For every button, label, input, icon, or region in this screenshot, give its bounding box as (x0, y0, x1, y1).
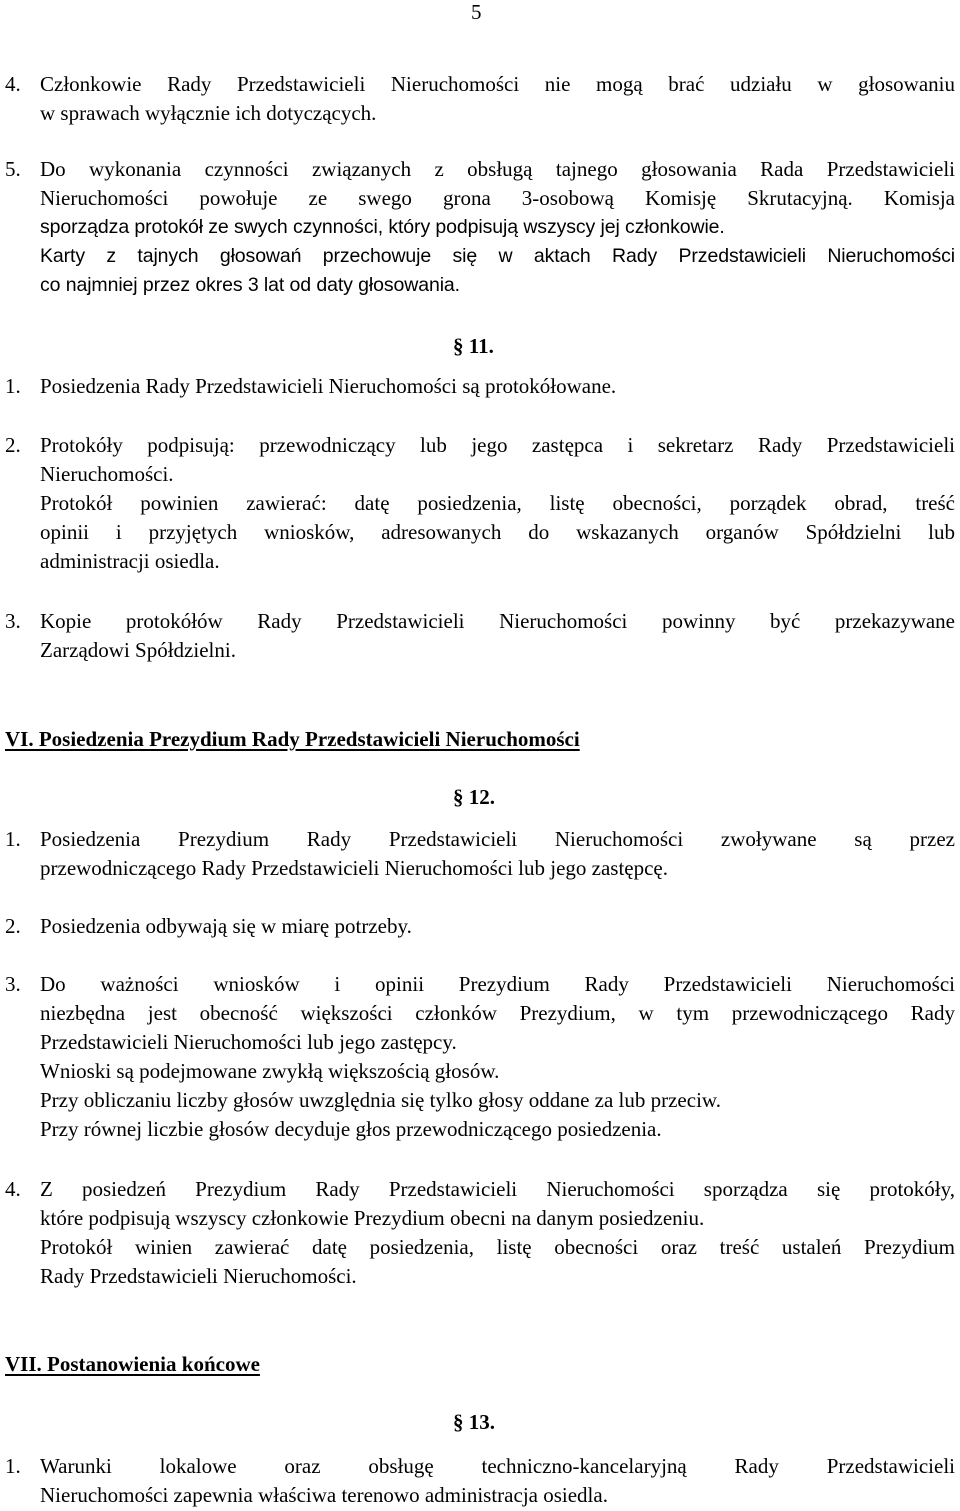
item-line: Członkowie Rady Przedstawicieli Nieruchomości nie mogą brać udziału w głosowaniu (40, 72, 955, 96)
item-number: 5. (5, 157, 21, 181)
list-item-11-3 (5, 607, 955, 665)
item-line: przewodniczącego Rady Przedstawicieli Nieruchomości lub jego zastępcę. (40, 856, 669, 880)
item-line: które podpisują wszyscy członkowie Prezydium obecni na danym posiedzeniu. (40, 1206, 705, 1230)
item-line: sporządza protokół ze swych czynności, który podpisują wszyscy jej członkowie. (40, 216, 725, 238)
item-line: Do wykonania czynności związanych z obsługą tajnego głosowania Rada Przedstawicieli (40, 157, 955, 181)
item-line: Protokóły podpisują: przewodniczący lub jego zastępca i sekretarz Rady Przedstawicieli (40, 433, 955, 457)
item-line: Z posiedzeń Prezydium Rady Przedstawicieli Nieruchomości sporządza się protokóły, (40, 1177, 955, 1201)
item-line: co najmniej przez okres 3 lat od daty głosowania. (40, 274, 460, 296)
item-line: w sprawach wyłącznie ich dotyczących. (40, 101, 377, 125)
item-line: opinii i przyjętych wniosków, adresowanych do wskazanych organów Spółdzielni lub (40, 520, 955, 544)
item-line: Posiedzenia Rady Przedstawicieli Nieruchomości są protokółowane. (40, 374, 617, 398)
item-number: 3. (5, 972, 21, 996)
list-item-12-4 (5, 1175, 955, 1291)
item-line: Wnioski są podejmowane zwykłą większością głosów. (40, 1059, 500, 1083)
list-item-12-3 (5, 970, 955, 1144)
item-number: 1. (5, 374, 21, 398)
paragraph-sign-12: § 12. (453, 785, 495, 809)
item-line: Zarządowi Spółdzielni. (40, 638, 236, 662)
item-line: Protokół winien zawierać datę posiedzenia, listę obecności oraz treść ustaleń Prezydium (40, 1235, 955, 1259)
chapter-heading-vii: VII. Postanowienia końcowe (5, 1352, 260, 1376)
list-item-13-1 (5, 1452, 955, 1510)
item-line: administracji osiedla. (40, 549, 220, 573)
item-number: 3. (5, 609, 21, 633)
list-item-5 (5, 155, 955, 300)
list-item-4 (5, 70, 955, 128)
item-line: Posiedzenia odbywają się w miarę potrzeby. (40, 914, 412, 938)
item-number: 2. (5, 433, 21, 457)
item-number: 4. (5, 72, 21, 96)
list-item-11-1 (5, 372, 955, 401)
item-line: niezbędna jest obecność większości członków Prezydium, w tym przewodniczącego Rady (40, 1001, 955, 1025)
chapter-heading-vi: VI. Posiedzenia Prezydium Rady Przedstawicieli Nieruchomości (5, 727, 580, 751)
item-line: Nieruchomości zapewnia właściwa terenowo administracja osiedla. (40, 1483, 608, 1507)
item-line: Posiedzenia Prezydium Rady Przedstawicieli Nieruchomości zwoływane są przez (40, 827, 955, 851)
item-line: Warunki lokalowe oraz obsługę techniczno-kancelaryjną Rady Przedstawicieli (40, 1454, 955, 1478)
item-number: 2. (5, 914, 21, 938)
item-line: Przy równej liczbie głosów decyduje głos przewodniczącego posiedzenia. (40, 1117, 662, 1141)
item-line: Przy obliczaniu liczby głosów uwzględnia się tylko głosy oddane za lub przeciw. (40, 1088, 721, 1112)
item-number: 1. (5, 1454, 21, 1478)
list-item-12-1 (5, 825, 955, 883)
list-item-11-2 (5, 431, 955, 576)
item-line: Nieruchomości. (40, 462, 174, 486)
item-line: Karty z tajnych głosowań przechowuje się w aktach Rady Przedstawicieli Nieruchomości (40, 245, 955, 267)
item-line: Nieruchomości powołuje ze swego grona 3-osobową Komisję Skrutacyjną. Komisja (40, 186, 955, 210)
item-line: Przedstawicieli Nieruchomości lub jego zastępcy. (40, 1030, 457, 1054)
item-line: Do ważności wniosków i opinii Prezydium Rady Przedstawicieli Nieruchomości (40, 972, 955, 996)
item-line: Kopie protokółów Rady Przedstawicieli Nieruchomości powinny być przekazywane (40, 609, 955, 633)
item-number: 4. (5, 1177, 21, 1201)
page-number: 5 (471, 0, 482, 24)
paragraph-sign-13: § 13. (453, 1410, 495, 1434)
item-line: Protokół powinien zawierać: datę posiedzenia, listę obecności, porządek obrad, treść (40, 491, 955, 515)
paragraph-sign-11: § 11. (453, 334, 494, 358)
item-number: 1. (5, 827, 21, 851)
list-item-12-2 (5, 912, 955, 941)
item-line: Rady Przedstawicieli Nieruchomości. (40, 1264, 357, 1288)
